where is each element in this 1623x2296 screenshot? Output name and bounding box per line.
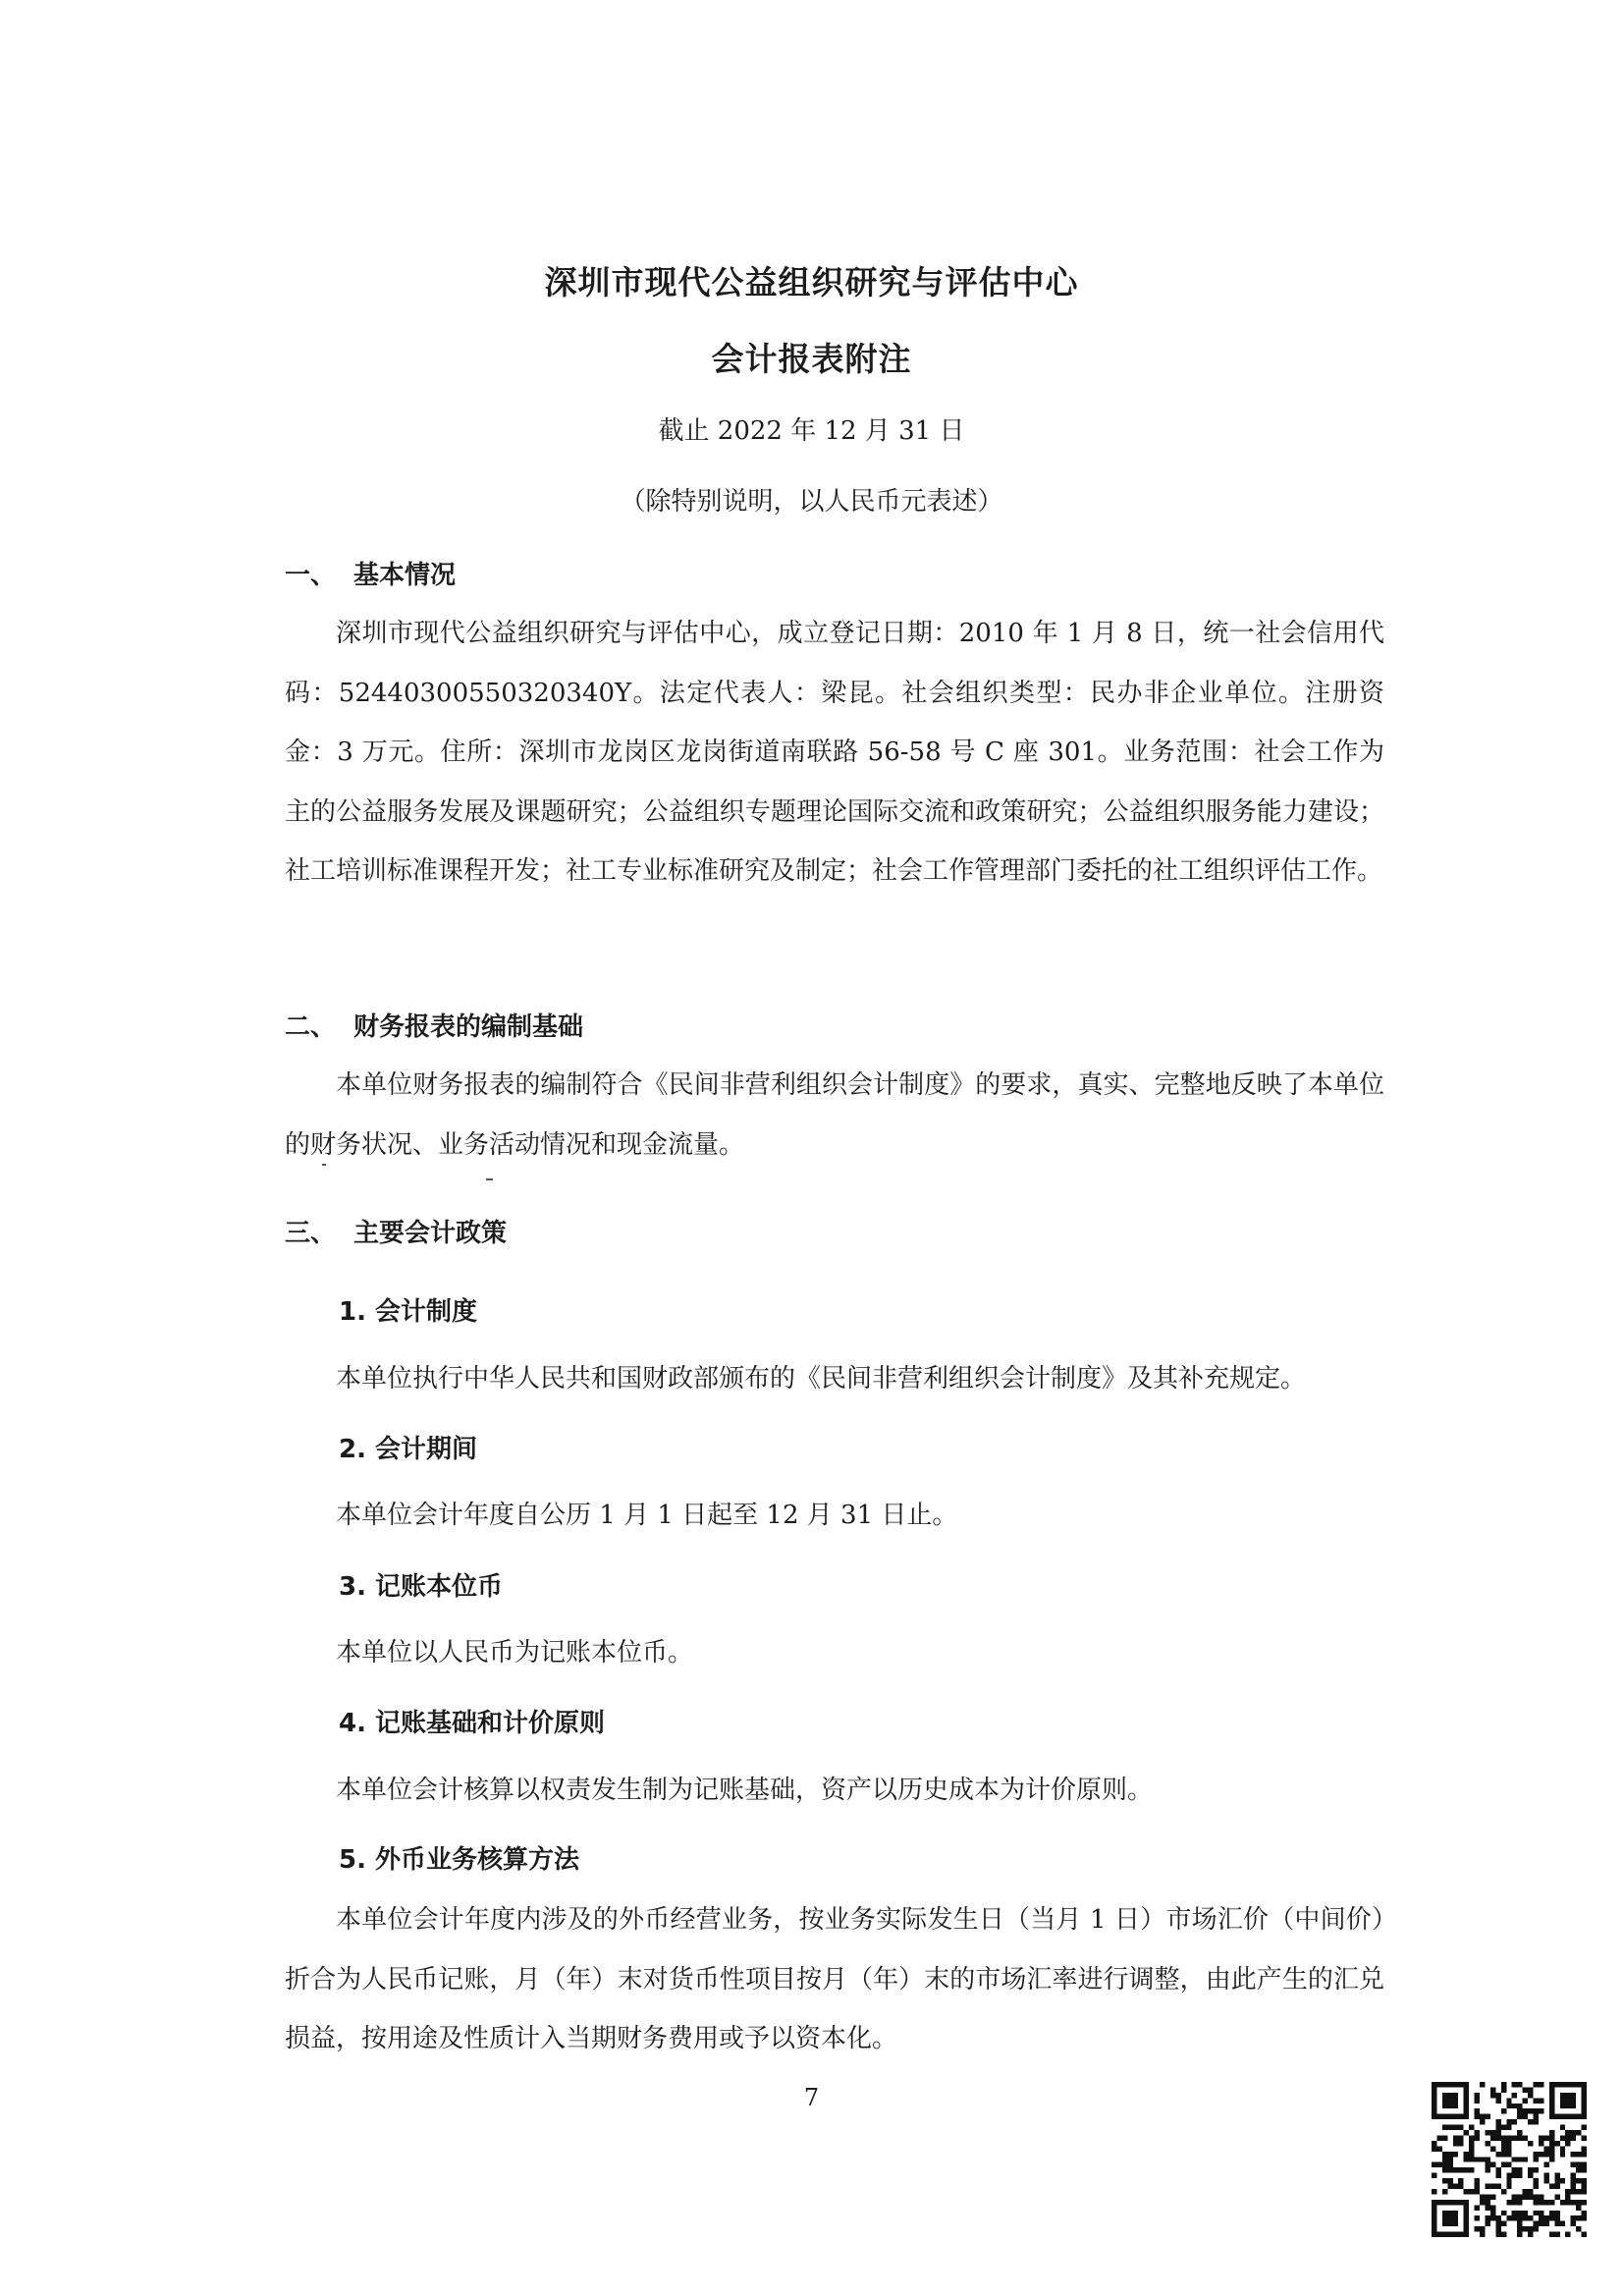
basis-paragraph: 本单位财务报表的编制符合《民间非营利组织会计制度》的要求，真实、完整地反映了本单位的财务状况、业务活动情况和现金流量。 bbox=[285, 1070, 1384, 1160]
policy-heading-foreign-currency: 5. 外币业务核算方法 bbox=[339, 1845, 580, 1875]
policy-heading-accounting-period: 2. 会计期间 bbox=[339, 1435, 478, 1464]
report-date: 截止 2022 年 12 月 31 日 bbox=[658, 416, 965, 446]
document-subtitle: 会计报表附注 bbox=[711, 340, 912, 378]
page-number: 7 bbox=[803, 2084, 820, 2111]
policy-text-accounting-period: 本单位会计年度自公历 1 月 1 日起至 12 月 31 日止。 bbox=[336, 1501, 958, 1530]
document-title: 深圳市现代公益组织研究与评估中心 bbox=[544, 263, 1079, 301]
policy-text-foreign-currency: 本单位会计年度内涉及的外币经营业务，按业务实际发生日（当月 1 日）市场汇价（中间价）折合为人民币记账，月（年）末对货币性项目按月（年）末的市场汇率进行调整，由此产生的汇兑损益，按用途及性质计入当期财务费用或予以资本化。 bbox=[285, 1905, 1384, 2053]
section-title: 基本情况 bbox=[353, 561, 457, 590]
section-title: 主要会计政策 bbox=[353, 1219, 508, 1248]
policy-heading-basis-valuation: 4. 记账基础和计价原则 bbox=[339, 1709, 606, 1738]
qr-code-icon bbox=[1432, 2082, 1587, 2237]
section-title: 财务报表的编制基础 bbox=[353, 1012, 584, 1042]
section-number: 三、 bbox=[285, 1219, 337, 1248]
section-heading-basis bbox=[285, 1007, 583, 1043]
policy-heading-accounting-system: 1. 会计制度 bbox=[339, 1297, 478, 1327]
policy-text-accounting-system: 本单位执行中华人民共和国财政部颁布的《民间非营利组织会计制度》及其补充规定。 bbox=[336, 1364, 1307, 1394]
section-heading-policies bbox=[285, 1213, 507, 1249]
currency-note: （除特别说明，以人民币元表述） bbox=[620, 487, 1003, 517]
policy-text-basis-valuation: 本单位会计核算以权责发生制为记账基础，资产以历史成本为计价原则。 bbox=[336, 1776, 1154, 1805]
qr-code-modules bbox=[1432, 2082, 1587, 2237]
section-heading-basic-info bbox=[285, 555, 456, 591]
policy-heading-currency: 3. 记账本位币 bbox=[339, 1572, 504, 1602]
section-number: 一、 bbox=[285, 561, 337, 590]
policy-text-currency: 本单位以人民币为记账本位币。 bbox=[336, 1638, 694, 1667]
scan-speck bbox=[322, 1164, 326, 1166]
section-number: 二、 bbox=[285, 1012, 337, 1042]
basic-info-paragraph: 深圳市现代公益组织研究与评估中心，成立登记日期：2010 年 1 月 8 日，统一社会信用代码：52440300550320340Y。法定代表人：梁昆。社会组织类型：民办非企业单位。注册资金：3 万元。住所：深圳市龙岗区龙岗街道南联路 56-58 号 C 座 301。业务范围：社会工作为主的公益服务发展及课题研究；公益组织专题理论国际交流和政策研究；公益组织服务能力建设；社工培训标准课程开发；社工专业标准研究及制定；社会工作管理部门委托的社工组织评估工作。 bbox=[285, 619, 1384, 886]
scan-speck bbox=[486, 1178, 493, 1180]
